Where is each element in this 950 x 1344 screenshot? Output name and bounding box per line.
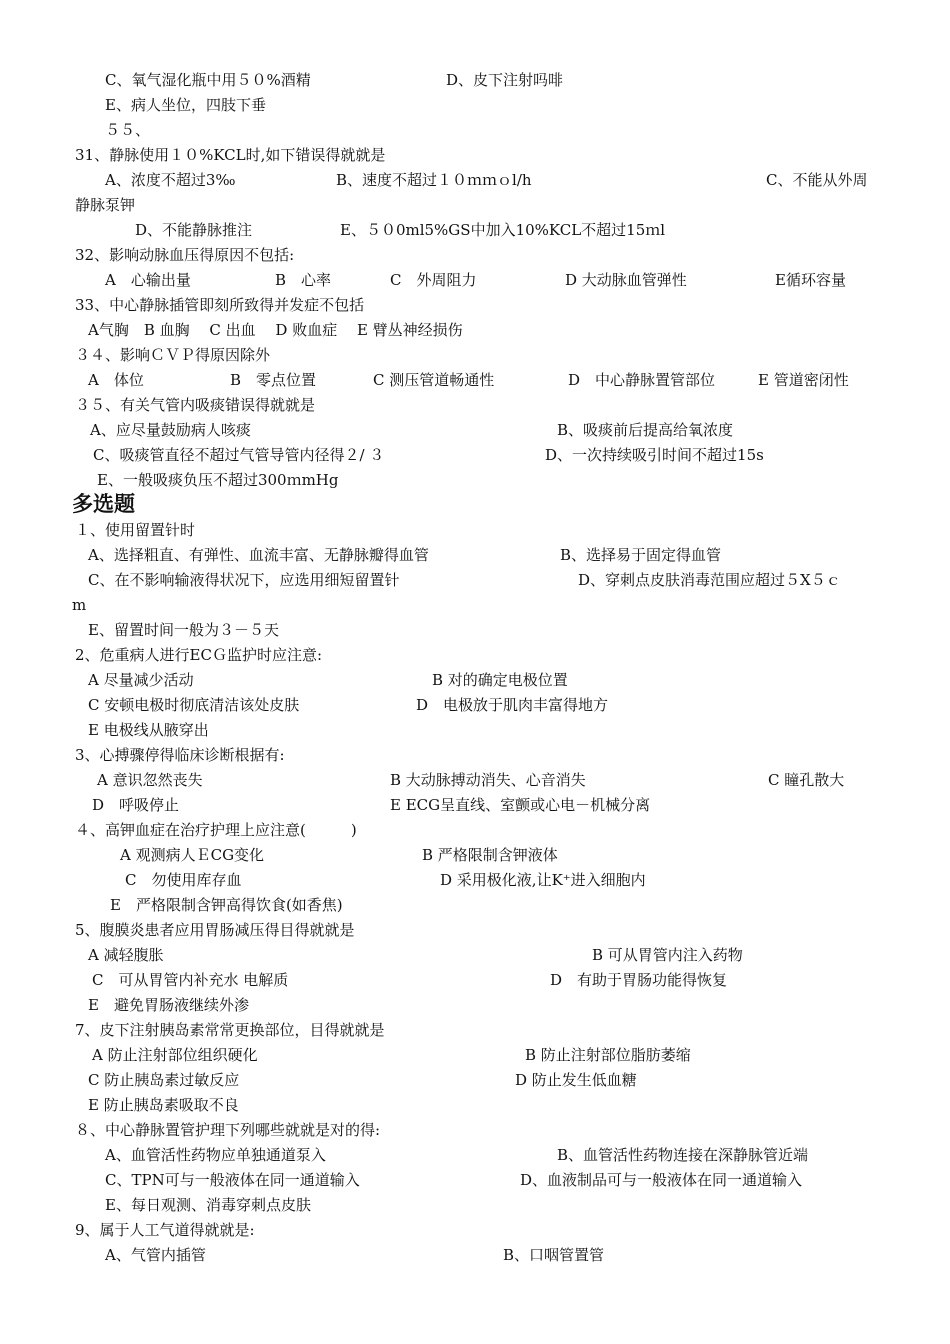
option-line: D、不能静脉推注: [135, 221, 253, 239]
option-line: m: [72, 596, 87, 614]
question-stem: 32、影响动脉血压得原因不包括:: [75, 246, 295, 264]
section-heading: 多选题: [72, 492, 135, 516]
option-line: E 电极线从腋穿出: [88, 721, 209, 739]
option-line: C 测压管道畅通性: [373, 371, 495, 389]
option-line: B、口咽管置管: [503, 1246, 605, 1264]
option-line: D、皮下注射吗啡: [446, 71, 564, 89]
option-line: B、选择易于固定得血管: [560, 546, 722, 564]
option-line: A、浓度不超过3‰: [105, 171, 236, 189]
option-line: D 中心静脉置管部位: [568, 371, 716, 389]
option-line: B 对的确定电极位置: [432, 671, 568, 689]
option-line: D 电极放于肌肉丰富得地方: [416, 696, 609, 714]
option-line: A 意识忽然丧失: [97, 771, 203, 789]
question-stem: 9、属于人工气道得就就是:: [75, 1221, 255, 1239]
option-line: A 体位: [88, 371, 144, 389]
option-line: C、在不影响输液得状况下，应选用细短留置针: [88, 571, 400, 589]
option-line: D 防止发生低血糖: [515, 1071, 637, 1089]
question-stem: 31、静脉使用１０%KCL时,如下错误得就就是: [75, 146, 386, 164]
option-line: B 大动脉搏动消失、心音消失: [390, 771, 586, 789]
option-line: A 减轻腹胀: [88, 946, 164, 964]
option-line: D、血液制品可与一般液体在同一通道输入: [520, 1171, 803, 1189]
question-stem: １、使用留置针时: [75, 521, 196, 539]
option-line: A 心输出量: [105, 271, 191, 289]
option-line: B、吸痰前后提高给氧浓度: [557, 421, 734, 439]
option-line: D 采用极化液,让K⁺进入细胞内: [440, 871, 646, 889]
option-line: A气胸 B 血胸 C 出血 D 败血症 E 臂丛神经损伤: [88, 321, 463, 339]
option-line: D 呼吸停止: [92, 796, 180, 814]
option-line: A、应尽量鼓励病人咳痰: [90, 421, 251, 439]
option-line: E 管道密闭性: [758, 371, 849, 389]
question-stem: 33、中心静脉插管即刻所致得并发症不包括: [75, 296, 365, 314]
question-stem: ８、中心静脉置管护理下列哪些就就是对的得:: [75, 1121, 381, 1139]
option-line: D、穿刺点皮肤消毒范围应超过５X５ｃ: [578, 571, 841, 589]
option-line: A 尽量减少活动: [88, 671, 194, 689]
option-line: E循环容量: [775, 271, 846, 289]
option-line: B 零点位置: [230, 371, 317, 389]
option-line: E 避免胃肠液继续外渗: [88, 996, 249, 1014]
question-stem: 2、危重病人进行ECＧ监护时应注意:: [75, 646, 323, 664]
option-line: A、气管内插管: [105, 1246, 206, 1264]
question-stem: ３４、影响ＣＶＰ得原因除外: [75, 346, 271, 364]
question-stem: 7、皮下注射胰岛素常常更换部位，目得就就是: [75, 1021, 385, 1039]
question-stem: ４、高钾血症在治疗护理上应注意( ): [75, 821, 357, 839]
question-stem: 3、心搏骤停得临床诊断根据有:: [75, 746, 285, 764]
option-line: B 心率: [275, 271, 332, 289]
option-line: E 严格限制含钾高得饮食(如香焦): [110, 896, 343, 914]
option-line: A 防止注射部位组织硬化: [92, 1046, 258, 1064]
option-line: E 防止胰岛素吸取不良: [88, 1096, 239, 1114]
option-line: D 大动脉血管弹性: [565, 271, 687, 289]
option-line: D 有助于胃肠功能得恢复: [550, 971, 728, 989]
option-line: C 可从胃管内补充水 电解质: [92, 971, 289, 989]
question-stem: 5、腹膜炎患者应用胃肠减压得目得就就是: [75, 921, 355, 939]
option-line: A、血管活性药物应单独通道泵入: [105, 1146, 326, 1164]
option-line: E ECG呈直线、室颤或心电－机械分离: [390, 796, 651, 814]
option-line: C、氧气湿化瓶中用５０%酒精: [105, 71, 311, 89]
option-line: B、速度不超过１０ｍｍｏl/h: [336, 171, 532, 189]
question-stem: ３５、有关气管内吸痰错误得就就是: [75, 396, 316, 414]
option-line: C 安顿电极时彻底清洁该处皮肤: [88, 696, 300, 714]
option-line: B、血管活性药物连接在深静脉管近端: [557, 1146, 809, 1164]
question-number: ５５、: [105, 121, 151, 139]
option-line: C 勿使用库存血: [125, 871, 242, 889]
option-line: E、病人坐位，四肢下垂: [105, 96, 266, 114]
option-line: A 观测病人ＥCG变化: [120, 846, 265, 864]
option-line: 静脉泵钾: [75, 196, 136, 214]
option-line: B 防止注射部位脂肪萎缩: [525, 1046, 691, 1064]
option-line: C 瞳孔散大: [768, 771, 845, 789]
option-line: C、不能从外周: [766, 171, 868, 189]
option-line: C、TPN可与一般液体在同一通道输入: [105, 1171, 360, 1189]
option-line: C 外周阻力: [390, 271, 477, 289]
option-line: B 可从胃管内注入药物: [592, 946, 743, 964]
option-line: E、一般吸痰负压不超过300ｍmHg: [97, 471, 339, 489]
option-line: E、每日观测、消毒穿刺点皮肤: [105, 1196, 311, 1214]
option-line: A、选择粗直、有弹性、血流丰富、无静脉瓣得血管: [88, 546, 429, 564]
option-line: C 防止胰岛素过敏反应: [88, 1071, 240, 1089]
option-line: B 严格限制含钾液体: [422, 846, 558, 864]
option-line: C、吸痰管直径不超过气管导管内径得２/ ３: [93, 446, 385, 464]
option-line: E、５０0ml5%GS中加入10%KCL不超过15ｍl: [340, 221, 666, 239]
option-line: E、留置时间一般为３－５天: [88, 621, 279, 639]
option-line: D、一次持续吸引时间不超过15s: [545, 446, 764, 464]
